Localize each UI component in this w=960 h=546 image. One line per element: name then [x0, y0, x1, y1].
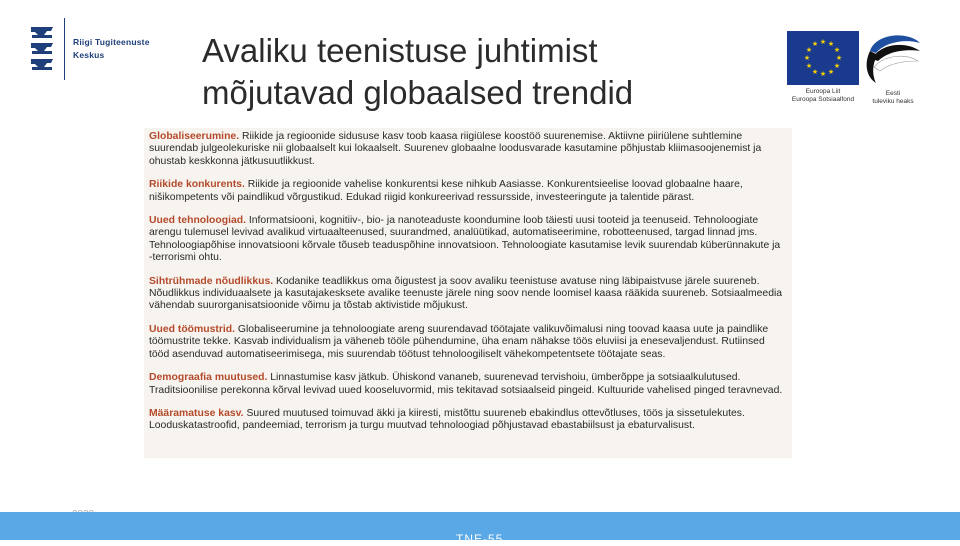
trend-heading: Sihtrühmade nõudlikkus.	[149, 275, 274, 287]
footer-text: TNE-55	[456, 532, 504, 546]
trend-item	[149, 276, 786, 313]
trend-text: Informatsiooni, kognitiiv-, bio- ja nanoteaduste koondumine loob täiesti uusi tooteid ja teenuseid. Tehnoloogiate arengu tulemusel levivad avalikud virtuaalteenused, suurandmed, analüütikad, automatiseerimine, robotteenused, targad linnad jms. Tehnoloogiapõhise innovatsiooni kõrvale tõuseb teaduspõhine innovatsioon. Tehnoloogiate kasutamise levik suurendab küberünnakute ja -terrorismi ohtu.	[149, 215, 781, 264]
svg-text:★: ★	[833, 62, 841, 70]
trend-text: Riikide ja regioonide vahelise konkurentsi kese nihkub Aasiasse. Konkurentsieelise loovad globaalne haare, nišikompetents või paindlikud võrgustikud. Edukad riigid konkureerivad ressursside, investeeringute ja talentide pärast.	[149, 179, 743, 203]
trend-heading: Riikide konkurents.	[149, 179, 245, 191]
svg-text:★: ★	[827, 40, 835, 48]
trend-heading: Uued töömustrid.	[149, 323, 236, 335]
trend-item	[149, 215, 786, 265]
trend-item	[149, 372, 786, 397]
trend-heading: Globaliseerumine.	[149, 131, 240, 142]
eu-caption	[787, 88, 859, 104]
logo-divider	[64, 18, 65, 80]
rtk-logo-line1: Riigi Tugiteenuste	[73, 37, 150, 47]
eu-caption-line1: Euroopa Liit	[805, 88, 841, 95]
trend-item	[149, 324, 786, 361]
estonian-flag-swoosh-icon	[862, 31, 924, 87]
svg-text:★: ★	[803, 54, 811, 62]
slide-title-line1: Avaliku teenistuse juhtimist	[202, 32, 598, 69]
trend-item	[149, 131, 786, 168]
svg-text:★: ★	[805, 62, 813, 70]
trend-text: Riikide ja regioonide sidususe kasv toob kaasa riigiülese koostöö suurenemise. Aktiivne piiriülene suhtlemine suurendab julgeolekuriske nii globaalselt kui lokaalselt. Suurenev globaalne loodusvarade kasutamine põhjustab kliimasoojenemist ja ohustab keskkonna jätkusuutlikkust.	[149, 131, 762, 167]
trend-heading: Uued tehnoloogiad.	[149, 215, 246, 227]
slide-title-line2: mõjutavad globaalsed trendid	[202, 74, 634, 111]
three-lions-crest-icon	[28, 23, 58, 75]
svg-text:★: ★	[827, 68, 835, 76]
eu-caption-line2: Euroopa Sotsiaalfond	[791, 96, 855, 103]
rtk-logo-text	[73, 36, 150, 62]
estonia-caption-line2: tuleviku heaks	[872, 98, 914, 105]
trend-heading: Demograafia muutused.	[149, 372, 268, 384]
svg-text:★: ★	[819, 38, 827, 46]
trend-heading: Määramatuse kasv.	[149, 407, 244, 419]
estonia-caption-line1: Eesti	[885, 90, 901, 97]
eu-logo	[787, 31, 859, 104]
svg-text:★: ★	[835, 54, 843, 62]
svg-text:★: ★	[819, 70, 827, 78]
slide-title	[202, 30, 722, 114]
svg-text:★: ★	[805, 46, 813, 54]
trend-item	[149, 408, 786, 433]
rtk-logo-line2: Keskus	[73, 50, 105, 60]
trend-text: Globaliseerumine ja tehnoloogiate areng suurendavad töötajate valikuvõimalusi ning toovad kaasa uute ja paindlike töömustrite tekke. Kasvab individualism ja väheneb tööle pühendumine, üha enam nähakse töös eluviisi ja enesevaljendust. Rutiinsed tööd asenduvad automatiseerimisega, mis suurendab töötust tehnoloogiliselt vähekompetentsete töötajate seas.	[149, 323, 769, 360]
eu-flag-icon	[787, 31, 859, 85]
estonia-caption	[862, 90, 924, 106]
estonia-logo	[862, 31, 924, 106]
trend-text: Suured muutused toimuvad äkki ja kiiresti, mistõttu suureneb ebakindlus ottevõtluses, töös ja sissetulekutes. Looduskatastroofid, pandeemiad, terrorism ja turgu muutvad tehnoloogiad põhjustavad ebastabiilsust ja ebaturvalisust.	[149, 407, 745, 432]
trends-box	[144, 128, 792, 458]
trend-text: Linnastumise kasv jätkub. Ühiskond vananeb, suurenevad tervishoiu, ümberõppe ja sotsiaalkulutused. Traditsioonilise perekonna kõrval levivad uued kooseluvormid, mis tekitavad sotsiaalseid pingeid. Kultuuride vahelised pinged teravnevad.	[149, 372, 783, 396]
svg-text:★: ★	[811, 68, 819, 76]
svg-text:★: ★	[811, 40, 819, 48]
trend-text: Kodanike teadlikkus oma õigustest ja soov avaliku teenistuse avatuse ning läbipaistvuse järele suureneb. Nõudlikkus individuaalsete ja kasutajakesksete avalike teenuste järele ning soov nende loomisel kaasa rääkida suureneb. Sotsiaalmeedia vähendab suurorganisatsioonide võimu ja tõstab aktivistide mõjukust.	[149, 275, 783, 312]
trend-item	[149, 179, 786, 204]
rtk-logo	[28, 18, 150, 80]
svg-text:★: ★	[833, 46, 841, 54]
